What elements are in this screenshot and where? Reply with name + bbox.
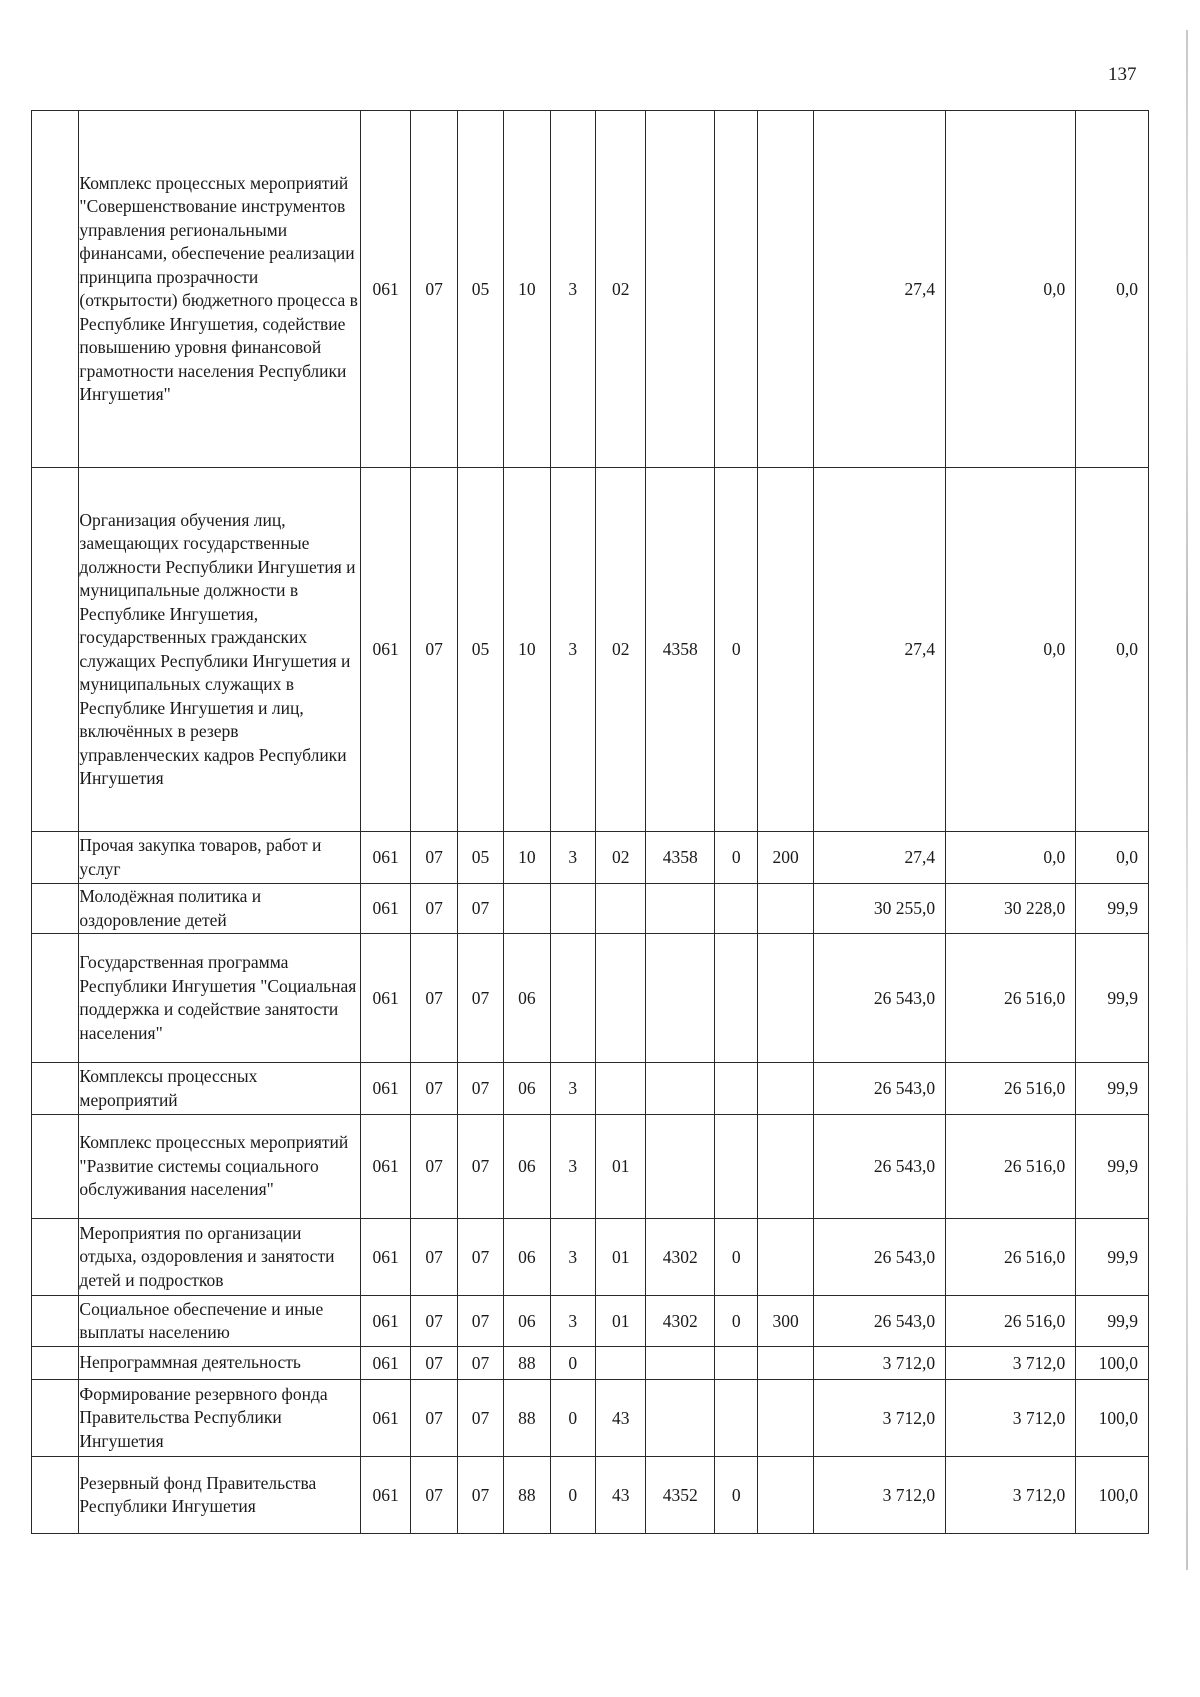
code-cell: 88 bbox=[504, 1347, 550, 1380]
amount-cell: 26 543,0 bbox=[813, 1296, 945, 1347]
code-cell: 07 bbox=[457, 1063, 503, 1115]
code-cell: 4302 bbox=[646, 1296, 715, 1347]
row-number-cell bbox=[32, 1063, 79, 1115]
code-cell: 02 bbox=[596, 111, 646, 468]
code-cell: 0 bbox=[715, 1457, 758, 1534]
table-row bbox=[32, 1457, 1149, 1534]
code-cell: 200 bbox=[758, 832, 813, 884]
code-cell: 02 bbox=[596, 468, 646, 832]
code-cell: 061 bbox=[360, 1380, 410, 1457]
code-cell: 10 bbox=[504, 468, 550, 832]
amount-cell: 3 712,0 bbox=[946, 1347, 1076, 1380]
code-cell: 061 bbox=[360, 832, 410, 884]
code-cell bbox=[715, 111, 758, 468]
code-cell bbox=[715, 1380, 758, 1457]
amount-cell: 26 516,0 bbox=[946, 1115, 1076, 1219]
code-cell: 06 bbox=[504, 1296, 550, 1347]
code-cell bbox=[646, 111, 715, 468]
code-cell: 4302 bbox=[646, 1219, 715, 1296]
row-name-cell: Комплексы процессных мероприятий bbox=[79, 1063, 361, 1115]
code-cell bbox=[646, 884, 715, 934]
amount-cell: 26 516,0 bbox=[946, 1296, 1076, 1347]
row-number-cell bbox=[32, 934, 79, 1063]
code-cell: 4352 bbox=[646, 1457, 715, 1534]
code-cell: 061 bbox=[360, 934, 410, 1063]
row-number-cell bbox=[32, 1380, 79, 1457]
code-cell: 3 bbox=[550, 1296, 595, 1347]
amount-cell: 26 516,0 bbox=[946, 1063, 1076, 1115]
code-cell bbox=[715, 1347, 758, 1380]
code-cell: 0 bbox=[715, 468, 758, 832]
code-cell bbox=[758, 1457, 813, 1534]
code-cell: 88 bbox=[504, 1380, 550, 1457]
budget-table bbox=[31, 110, 1149, 1534]
row-name-cell: Организация обучения лиц, замещающих государственные должности Республики Ингушетия и муниципальные должности в Республике Ингушетия, государственных гражданских служащих Республики Ингушетия и муниципальных служащих в Республике Ингушетия и лиц, включённых в резерв управленческих кадров Республики Ингушетия bbox=[79, 468, 361, 832]
amount-cell: 100,0 bbox=[1076, 1380, 1149, 1457]
code-cell: 061 bbox=[360, 1457, 410, 1534]
code-cell: 02 bbox=[596, 832, 646, 884]
scan-edge-line bbox=[1186, 30, 1188, 1570]
code-cell: 061 bbox=[360, 1296, 410, 1347]
code-cell: 4358 bbox=[646, 832, 715, 884]
row-number-cell bbox=[32, 111, 79, 468]
code-cell bbox=[646, 934, 715, 1063]
table-row bbox=[32, 832, 1149, 884]
amount-cell: 26 543,0 bbox=[813, 934, 945, 1063]
code-cell: 01 bbox=[596, 1296, 646, 1347]
code-cell: 07 bbox=[457, 1380, 503, 1457]
code-cell: 061 bbox=[360, 1219, 410, 1296]
code-cell: 4358 bbox=[646, 468, 715, 832]
row-name-cell: Молодёжная политика и оздоровление детей bbox=[79, 884, 361, 934]
table-row bbox=[32, 884, 1149, 934]
row-number-cell bbox=[32, 1115, 79, 1219]
row-name-cell: Государственная программа Республики Ингушетия "Социальная поддержка и содействие занятости населения" bbox=[79, 934, 361, 1063]
code-cell bbox=[758, 1115, 813, 1219]
row-name-cell: Формирование резервного фонда Правительства Республики Ингушетия bbox=[79, 1380, 361, 1457]
table-row bbox=[32, 468, 1149, 832]
code-cell: 01 bbox=[596, 1115, 646, 1219]
amount-cell: 99,9 bbox=[1076, 1063, 1149, 1115]
code-cell: 07 bbox=[411, 832, 457, 884]
code-cell: 07 bbox=[411, 1347, 457, 1380]
amount-cell: 27,4 bbox=[813, 832, 945, 884]
code-cell: 3 bbox=[550, 1219, 595, 1296]
code-cell: 88 bbox=[504, 1457, 550, 1534]
amount-cell: 100,0 bbox=[1076, 1457, 1149, 1534]
code-cell: 07 bbox=[411, 1219, 457, 1296]
table-row bbox=[32, 1219, 1149, 1296]
row-name-cell: Резервный фонд Правительства Республики Ингушетия bbox=[79, 1457, 361, 1534]
row-number-cell bbox=[32, 1296, 79, 1347]
amount-cell: 99,9 bbox=[1076, 884, 1149, 934]
code-cell: 10 bbox=[504, 832, 550, 884]
code-cell bbox=[596, 1347, 646, 1380]
code-cell bbox=[758, 1219, 813, 1296]
amount-cell: 99,9 bbox=[1076, 1115, 1149, 1219]
code-cell: 3 bbox=[550, 468, 595, 832]
code-cell bbox=[758, 111, 813, 468]
amount-cell: 99,9 bbox=[1076, 1219, 1149, 1296]
code-cell bbox=[715, 934, 758, 1063]
amount-cell: 26 543,0 bbox=[813, 1063, 945, 1115]
code-cell: 07 bbox=[457, 1115, 503, 1219]
code-cell: 0 bbox=[550, 1457, 595, 1534]
code-cell: 300 bbox=[758, 1296, 813, 1347]
row-number-cell bbox=[32, 1219, 79, 1296]
amount-cell: 0,0 bbox=[1076, 832, 1149, 884]
code-cell: 05 bbox=[457, 468, 503, 832]
page-number: 137 bbox=[1108, 64, 1137, 85]
amount-cell: 3 712,0 bbox=[813, 1457, 945, 1534]
code-cell: 07 bbox=[411, 1296, 457, 1347]
row-name-cell: Комплекс процессных мероприятий "Развитие системы социального обслуживания населения" bbox=[79, 1115, 361, 1219]
table-row bbox=[32, 934, 1149, 1063]
code-cell: 06 bbox=[504, 1219, 550, 1296]
code-cell: 01 bbox=[596, 1219, 646, 1296]
code-cell: 061 bbox=[360, 468, 410, 832]
amount-cell: 3 712,0 bbox=[946, 1457, 1076, 1534]
amount-cell: 0,0 bbox=[946, 111, 1076, 468]
code-cell: 061 bbox=[360, 1063, 410, 1115]
table-row bbox=[32, 1296, 1149, 1347]
code-cell bbox=[646, 1380, 715, 1457]
row-name-cell: Социальное обеспечение и иные выплаты населению bbox=[79, 1296, 361, 1347]
code-cell: 43 bbox=[596, 1380, 646, 1457]
amount-cell: 3 712,0 bbox=[813, 1380, 945, 1457]
row-number-cell bbox=[32, 832, 79, 884]
amount-cell: 30 255,0 bbox=[813, 884, 945, 934]
amount-cell: 27,4 bbox=[813, 111, 945, 468]
code-cell bbox=[596, 1063, 646, 1115]
code-cell bbox=[596, 884, 646, 934]
code-cell: 061 bbox=[360, 884, 410, 934]
code-cell bbox=[758, 1347, 813, 1380]
amount-cell: 99,9 bbox=[1076, 934, 1149, 1063]
code-cell: 3 bbox=[550, 1063, 595, 1115]
code-cell: 10 bbox=[504, 111, 550, 468]
amount-cell: 0,0 bbox=[1076, 468, 1149, 832]
row-number-cell bbox=[32, 1457, 79, 1534]
amount-cell: 26 516,0 bbox=[946, 934, 1076, 1063]
code-cell bbox=[758, 1380, 813, 1457]
code-cell: 3 bbox=[550, 1115, 595, 1219]
amount-cell: 0,0 bbox=[946, 468, 1076, 832]
amount-cell: 0,0 bbox=[946, 832, 1076, 884]
amount-cell: 0,0 bbox=[1076, 111, 1149, 468]
amount-cell: 26 543,0 bbox=[813, 1219, 945, 1296]
code-cell bbox=[646, 1115, 715, 1219]
code-cell: 07 bbox=[457, 1219, 503, 1296]
table-row bbox=[32, 1063, 1149, 1115]
table-row bbox=[32, 1115, 1149, 1219]
code-cell bbox=[758, 884, 813, 934]
table-row bbox=[32, 1380, 1149, 1457]
code-cell: 07 bbox=[411, 1380, 457, 1457]
code-cell bbox=[715, 1063, 758, 1115]
code-cell: 0 bbox=[550, 1380, 595, 1457]
row-name-cell: Мероприятия по организации отдыха, оздоровления и занятости детей и подростков bbox=[79, 1219, 361, 1296]
amount-cell: 30 228,0 bbox=[946, 884, 1076, 934]
amount-cell: 100,0 bbox=[1076, 1347, 1149, 1380]
row-name-cell: Прочая закупка товаров, работ и услуг bbox=[79, 832, 361, 884]
code-cell: 061 bbox=[360, 1347, 410, 1380]
code-cell bbox=[596, 934, 646, 1063]
row-name-cell: Комплекс процессных мероприятий "Совершенствование инструментов управления региональными финансами, обеспечение реализации принципа прозрачности (открытости) бюджетного процесса в Республике Ингушетия, содействие повышению уровня финансовой грамотности населения Республики Ингушетия" bbox=[79, 111, 361, 468]
table-row bbox=[32, 111, 1149, 468]
code-cell: 05 bbox=[457, 832, 503, 884]
amount-cell: 99,9 bbox=[1076, 1296, 1149, 1347]
amount-cell: 26 516,0 bbox=[946, 1219, 1076, 1296]
code-cell bbox=[646, 1347, 715, 1380]
code-cell bbox=[758, 934, 813, 1063]
amount-cell: 26 543,0 bbox=[813, 1115, 945, 1219]
code-cell: 07 bbox=[411, 111, 457, 468]
amount-cell: 27,4 bbox=[813, 468, 945, 832]
code-cell: 07 bbox=[457, 1457, 503, 1534]
code-cell bbox=[758, 468, 813, 832]
code-cell: 0 bbox=[550, 1347, 595, 1380]
code-cell bbox=[715, 1115, 758, 1219]
code-cell: 07 bbox=[411, 1115, 457, 1219]
amount-cell: 3 712,0 bbox=[813, 1347, 945, 1380]
code-cell: 43 bbox=[596, 1457, 646, 1534]
code-cell: 0 bbox=[715, 1296, 758, 1347]
code-cell: 07 bbox=[411, 468, 457, 832]
code-cell: 0 bbox=[715, 1219, 758, 1296]
code-cell: 07 bbox=[457, 884, 503, 934]
code-cell: 07 bbox=[457, 1296, 503, 1347]
code-cell bbox=[550, 884, 595, 934]
row-number-cell bbox=[32, 1347, 79, 1380]
code-cell: 061 bbox=[360, 1115, 410, 1219]
code-cell: 07 bbox=[411, 1063, 457, 1115]
code-cell: 06 bbox=[504, 1115, 550, 1219]
code-cell: 0 bbox=[715, 832, 758, 884]
code-cell: 06 bbox=[504, 934, 550, 1063]
code-cell: 05 bbox=[457, 111, 503, 468]
code-cell: 061 bbox=[360, 111, 410, 468]
code-cell bbox=[715, 884, 758, 934]
code-cell: 07 bbox=[457, 1347, 503, 1380]
row-number-cell bbox=[32, 884, 79, 934]
code-cell: 3 bbox=[550, 832, 595, 884]
code-cell: 07 bbox=[457, 934, 503, 1063]
row-number-cell bbox=[32, 468, 79, 832]
table-row bbox=[32, 1347, 1149, 1380]
code-cell bbox=[758, 1063, 813, 1115]
code-cell bbox=[504, 884, 550, 934]
code-cell bbox=[646, 1063, 715, 1115]
code-cell bbox=[550, 934, 595, 1063]
code-cell: 07 bbox=[411, 884, 457, 934]
code-cell: 07 bbox=[411, 934, 457, 1063]
code-cell: 3 bbox=[550, 111, 595, 468]
code-cell: 06 bbox=[504, 1063, 550, 1115]
code-cell: 07 bbox=[411, 1457, 457, 1534]
amount-cell: 3 712,0 bbox=[946, 1380, 1076, 1457]
row-name-cell: Непрограммная деятельность bbox=[79, 1347, 361, 1380]
